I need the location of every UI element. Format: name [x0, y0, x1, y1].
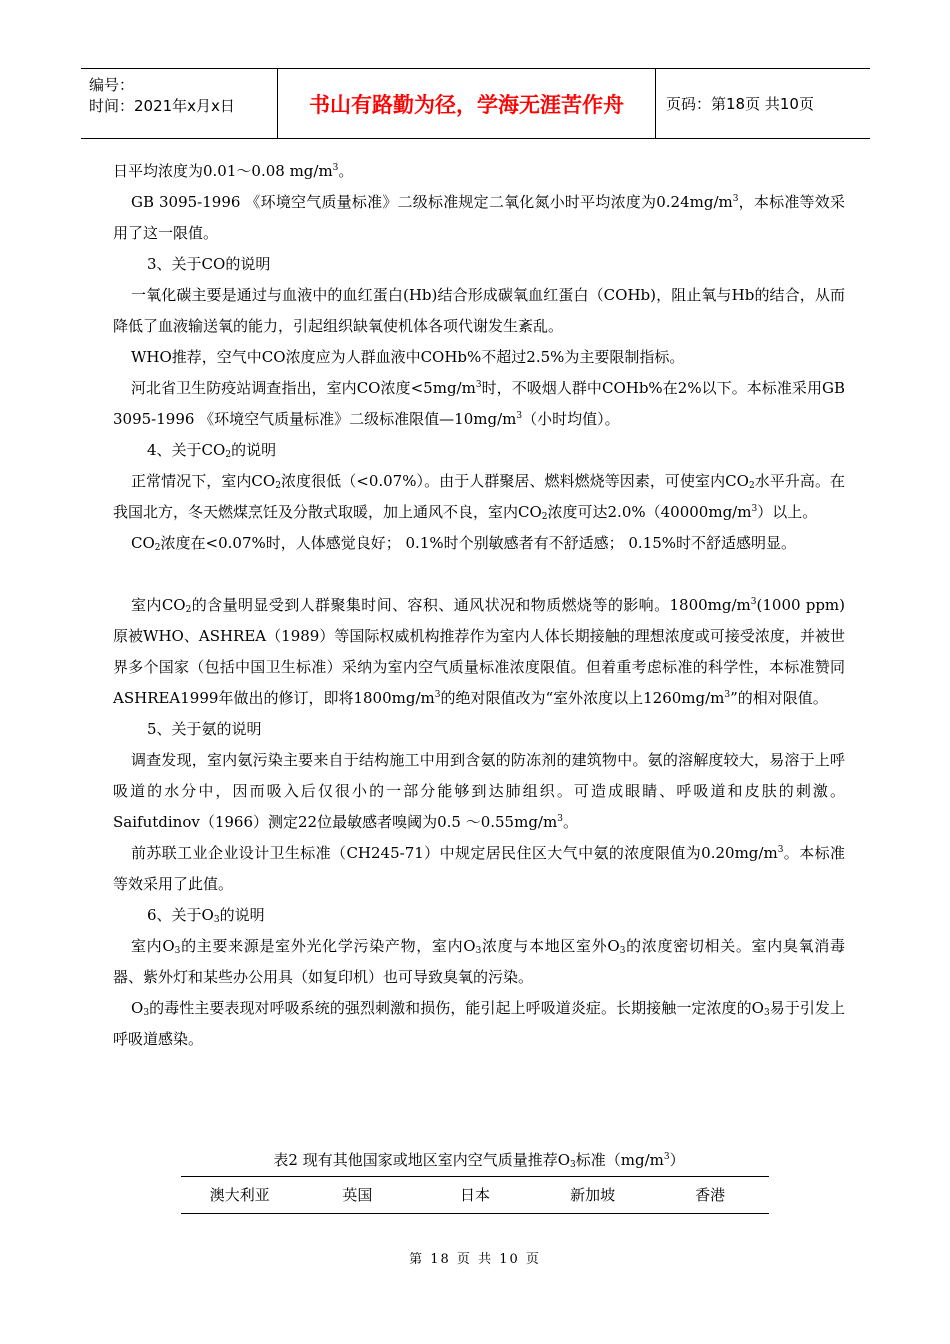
page-footer: 第 18 页 共 10 页 [409, 1252, 541, 1267]
section-heading: 3、关于CO的说明 [147, 255, 271, 273]
paragraph: 河北省卫生防疫站调查指出，室内CO浓度$<5mg/m^3$时，不吸烟人群中COHb%在2%以下。本标准采用GB 3095-1996 《环境空气质量标准》二级标准限值$—10mg/m^3$（小时均值）。 [113, 379, 845, 428]
table-header-cell: 新加坡 [570, 1186, 616, 1204]
paragraph: 室内$CO_2$的含量明显受到人群聚集时间、容积、通风状况和物质燃烧等的影响。$1800mg/m^3(1000$ ppm)原被WHO、ASHREA（1989）等国际权威机构推荐作为室内人体长期接触的理想浓度或可接受浓度，并被世界多个国家（包括中国卫生标准）采纳为室内空气质量标准浓度限值。但着重考虑标准的科学性，本标准赞同ASHREA1999年做出的修订，即将$1800mg/m^3$的绝对限值改为“室外浓度以上$1260mg/m^3$”的相对限值。 [113, 596, 846, 707]
paragraph: $O_3$的毒性主要表现对呼吸系统的强烈刺激和损伤，能引起上呼吸道炎症。长期接触一定浓度的$O_3$易于引发上呼吸道感染。 [113, 999, 845, 1048]
page-header [81, 68, 870, 139]
paragraph: $CO_2$浓度在<0.07%时，人体感觉良好； 0.1%时个别敏感者有不舒适感； 0.15%时不舒适感明显。 [131, 534, 797, 553]
paragraph: 日平均浓度为0.01～0.08 $mg/m^3$。 [113, 162, 354, 180]
paragraph: 一氧化碳主要是通过与血液中的血红蛋白(Hb)结合形成碳氧血红蛋白（COHb)，阻止氧与Hb的结合，从而降低了血液输送氧的能力，引起组织缺氧使机体各项代谢发生紊乱。 [113, 286, 845, 335]
section-heading: 5、关于氨的说明 [147, 720, 262, 738]
paragraph: 室内$O_3$的主要来源是室外光化学污染产物，室内$O_3$浓度与本地区室外$O_3$的浓度密切相关。室内臭氧消毒器、紫外灯和某些办公用具（如复印机）也可导致臭氧的污染。 [113, 937, 845, 986]
header-motto: 书山有路勤为径，学海无涯苦作舟 [278, 69, 656, 138]
table-header-cell: 澳大利亚 [209, 1186, 270, 1204]
paragraph: WHO推荐，空气中CO浓度应为人群血液中COHb%不超过2.5%为主要限制指标。 [131, 348, 685, 366]
table-caption: 表2 现有其他国家或地区室内空气质量推荐$O_3$标准$(mg/m^3)$ [273, 1151, 685, 1170]
document-date-label: 时间：2021年x月x日 [89, 97, 235, 115]
blank-line [113, 559, 845, 590]
section-heading: 6、关于$O_3$的说明 [147, 906, 265, 925]
header-meta [81, 69, 278, 138]
o3-standards-table [181, 1176, 769, 1214]
table-header-cell: 英国 [342, 1186, 373, 1204]
table-header-cell: 日本 [459, 1186, 490, 1204]
paragraph: GB 3095-1996 《环境空气质量标准》二级标准规定二氧化氮小时平均浓度为$0.24mg/m^3$，本标准等效采用了这一限值。 [113, 193, 845, 242]
document-number-label: 编号： [89, 76, 135, 94]
paragraph: 正常情况下，室内$CO_2$浓度很低（<0.07%）。由于人群聚居、燃料燃烧等因素，可使室内$CO_2$水平升高。在我国北方，冬天燃煤烹饪及分散式取暖，加上通风不良，室内$CO_2$浓度可达$2.0\%(40000mg/m^3)$以上。 [113, 472, 845, 522]
header-page-number: 页码：第18页 共10页 [666, 95, 814, 113]
document-body [113, 156, 845, 1055]
section-heading: 4、关于$CO_2$的说明 [147, 441, 277, 460]
table-header-cell: 香港 [695, 1186, 726, 1204]
paragraph: 调查发现，室内氨污染主要来自于结构施工中用到含氨的防冻剂的建筑物中。氨的溶解度较大，易溶于上呼吸道的水分中，因而吸入后仅很小的一部分能够到达肺组织。可造成眼睛、呼吸道和皮肤的刺激。 Saifutdinov（1966）测定22位最敏感者嗅阈为0.5 $\sim 0.55mg/m^3$。 [113, 751, 845, 831]
paragraph: 前苏联工业企业设计卫生标准（CH245-71）中规定居民住区大气中氨的浓度限值为$0.20mg/m^3$。本标准等效采用了此值。 [113, 844, 845, 893]
